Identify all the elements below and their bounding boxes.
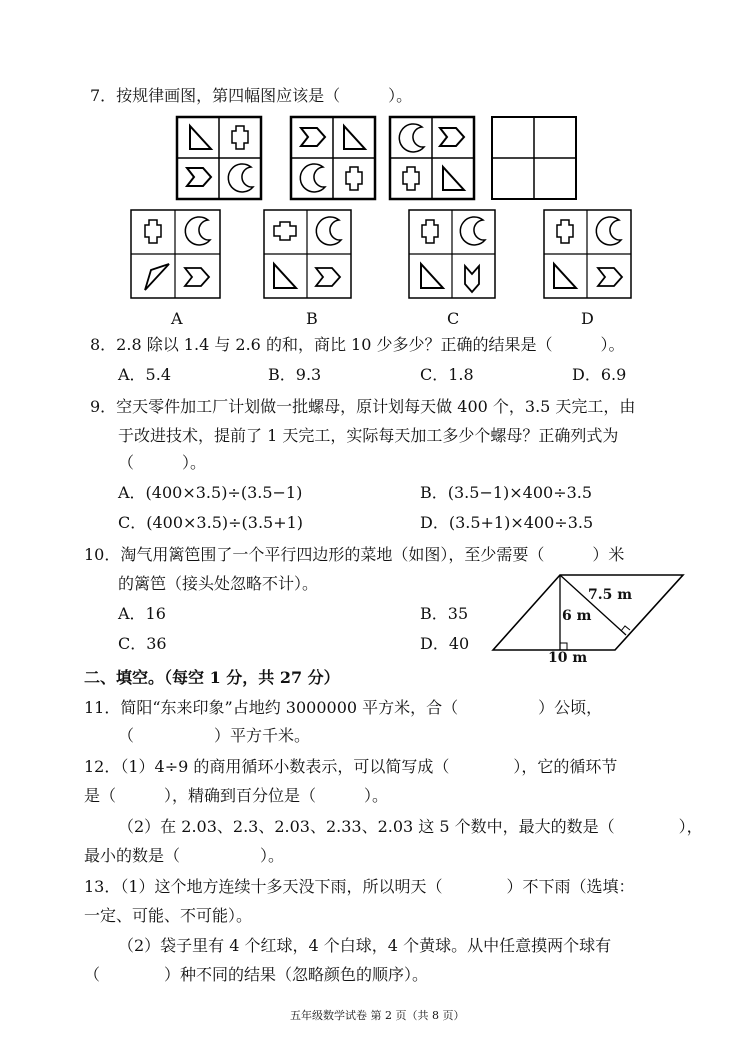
q11-line-2: （ ）平方千米。 [118,726,311,745]
q7-text: 7．按规律画图，第四幅图应该是（ ）。 [90,86,413,105]
q11-line-1: 11．简阳“东来印象”占地约 3000000 平方米，合（ ）公顷， [84,698,603,717]
q10-choice-a[interactable]: A．16 [118,604,166,623]
label-10m: 10 m [548,650,588,666]
label-7-5m: 7.5 m [588,587,633,603]
q12-line-2: 是（ ），精确到百分位是（ ）。 [84,786,389,805]
q9-choice-d[interactable]: D．(3.5+1)×400÷3.5 [420,513,594,532]
q10-line-1: 10．淘气用篱笆围了一个平行四边形的菜地（如图），至少需要（ ）米 [84,545,625,564]
q10-choice-c[interactable]: C．36 [118,634,167,653]
q9-choice-c[interactable]: C．(400×3.5)÷(3.5+1) [118,513,304,532]
q9-line-1: 9．空天零件加工厂计划做一批螺母，原计划每天做 400 个，3.5 天完工，由 [90,397,636,416]
q12-line-1: 12．（1）4÷9 的商用循环小数表示，可以简写成（ ），它的循环节 [84,757,618,776]
q10-choice-b[interactable]: B．35 [420,604,469,623]
label-6m: 6 m [562,608,592,624]
q8-choice-d[interactable]: D．6.9 [572,365,627,384]
page-footer: 五年级数学试卷 第 2 页（共 8 页） [290,1009,465,1022]
q8-choice-a[interactable]: A．5.4 [118,365,172,384]
q13-line-4: （ ）种不同的结果（忽略颜色的顺序）。 [84,965,429,984]
q8-choice-c[interactable]: C．1.8 [420,365,474,384]
q13-line-1: 13．（1）这个地方连续十多天没下雨，所以明天（ ）不下雨（选填： [84,877,635,896]
q13-line-3: （2）袋子里有 4 个红球，4 个白球，4 个黄球。从中任意摸两个球有 [118,936,612,955]
q12-line-4: 最小的数是（ ）。 [84,846,285,865]
q7-pattern-figures [175,115,580,201]
q7-option-figures [130,209,635,301]
q7-option-a[interactable]: A [171,309,183,328]
q10-choice-d[interactable]: D．40 [420,634,470,653]
q8-text: 8．2.8 除以 1.4 与 2.6 的和，商比 10 少多少？正确的结果是（ ）。 [90,335,625,354]
q13-line-2: 一定、可能、不可能）。 [84,906,253,925]
q7-option-d[interactable]: D [581,309,594,328]
q9-line-2: 于改进技术，提前了 1 天完工，实际每天加工多少个螺母？正确列式为 [118,426,619,445]
q12-line-3: （2）在 2.03、2.3、2.03、2.33、2.03 这 5 个数中，最大的数是（ ）， [118,817,703,836]
q10-line-2: 的篱笆（接头处忽略不计）。 [118,574,319,593]
q9-choice-b[interactable]: B．(3.5−1)×400÷3.5 [420,483,593,502]
q9-choice-a[interactable]: A．(400×3.5)÷(3.5−1) [118,483,303,502]
q7-option-c[interactable]: C [447,309,460,328]
q7-option-b[interactable]: B [306,309,318,328]
q8-choice-b[interactable]: B．9.3 [268,365,322,384]
section-2-title: 二、填空。（每空 1 分，共 27 分） [84,668,340,687]
q9-line-3: （ ）。 [118,453,207,472]
